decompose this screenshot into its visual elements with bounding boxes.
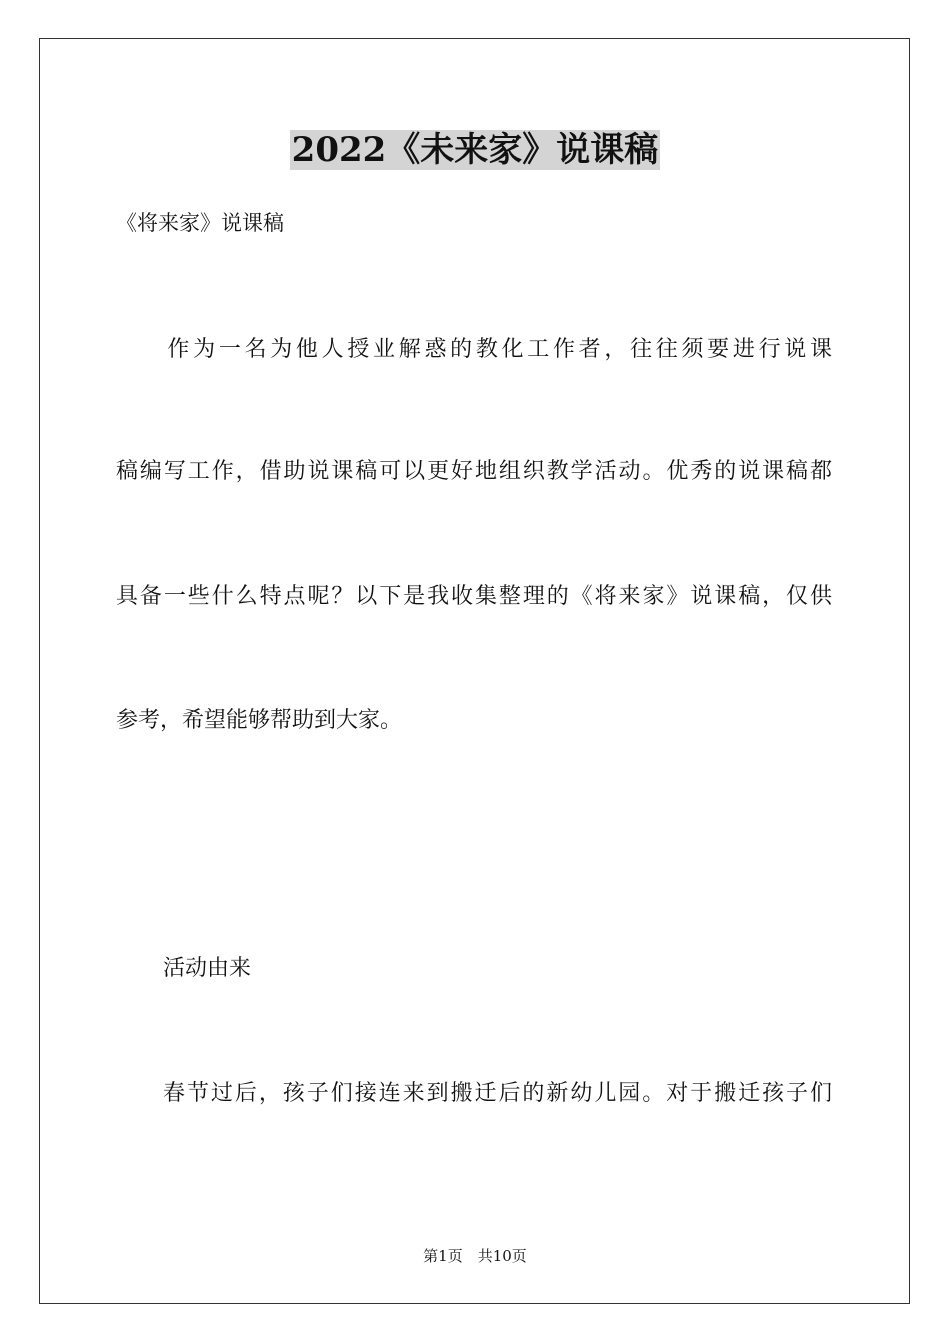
document-title <box>0 128 950 172</box>
document-title-text: 2022《未来家》说课稿 <box>291 130 659 170</box>
page-footer: 第1页 共10页 <box>423 1247 527 1265</box>
intro-line: 作为一名为他人授业解惑的教化工作者，往往须要进行说课 <box>116 337 832 362</box>
section-line: 春节过后，孩子们接连来到搬迁后的新幼儿园。对于搬迁孩子们 <box>163 1081 832 1106</box>
intro-line: 稿编写工作，借助说课稿可以更好地组织教学活动。优秀的说课稿都 <box>116 459 832 484</box>
intro-line: 具备一些什么特点呢？以下是我收集整理的《将来家》说课稿，仅供 <box>116 584 832 609</box>
section-heading: 活动由来 <box>163 956 252 981</box>
document-subtitle: 《将来家》说课稿 <box>116 211 284 235</box>
intro-line: 参考，希望能够帮助到大家。 <box>116 708 403 733</box>
